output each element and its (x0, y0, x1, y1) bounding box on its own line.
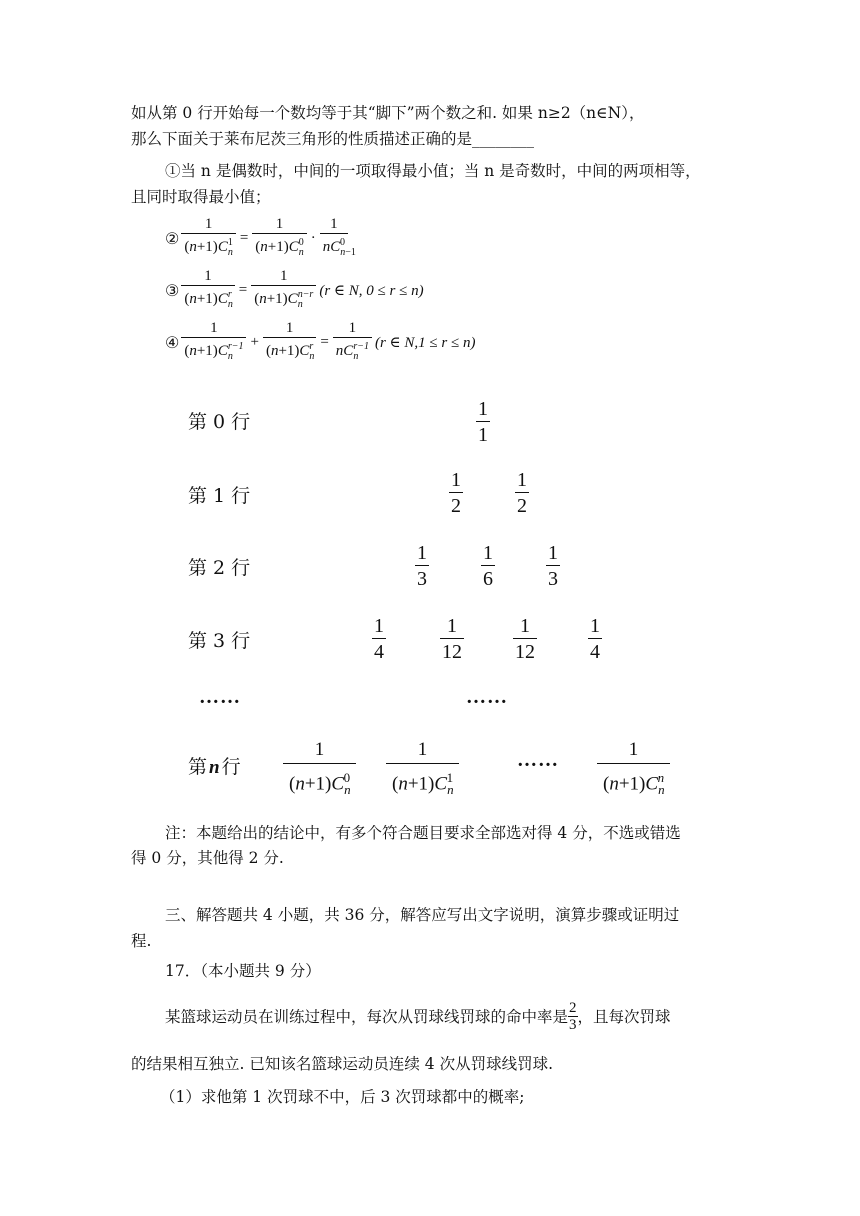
hit-rate-fraction: $\frac{2}{3}$ (569, 1000, 577, 1033)
option-4-label: ④ (165, 334, 180, 352)
option-2-label: ② (165, 230, 180, 248)
triangle-cell: $\frac{1}{6}$ (483, 542, 493, 590)
problem-17-header: 17．（本小题共 9 分） (165, 962, 321, 980)
formula-fraction: $\frac{1}{(n+1)C_n^0}$ (252, 216, 306, 261)
triangle-cell: $\frac{1}{2}$ (517, 469, 527, 517)
option-4-formula: ④ $\frac{1}{(n+1)C_n^{r-1}}$ + $\frac{1}{(n+1)C_n^r}$ = $\frac{1}{nC_n^{r-1}}$ (r ∈ N,1 ≤ r ≤ n) (165, 320, 475, 365)
formula-fraction: $\frac{1}{(n+1)C_n^r}$ (263, 320, 316, 365)
problem-17-question-1: （1）求他第 1 次罚球不中，后 3 次罚球都中的概率; (160, 1088, 525, 1106)
triangle-cell: $\frac{1}{2}$ (451, 469, 461, 517)
option-3-formula: ③ $\frac{1}{(n+1)C_n^r}$ = $\frac{1}{(n+1)C_n^{n-r}}$ (r ∈ N, 0 ≤ r ≤ n) (165, 268, 424, 313)
row-label-2: 第 2 行 (188, 557, 251, 579)
triangle-cell: $\frac{1}{1}$ (478, 398, 488, 446)
triangle-cell: $\frac{1}{4}$ (374, 615, 384, 663)
problem-17-text: 某篮球运动员在训练过程中，每次从罚球线罚球的命中率是 (165, 1007, 569, 1026)
formula-fraction: $\frac{1}{(n+1)C_n^1}$ (181, 216, 235, 261)
note-line-2: 得 0 分，其他得 2 分. (131, 849, 284, 867)
row-n-cell-n: 1 $(n+1)C_n^n$ (597, 737, 670, 804)
row-label-3: 第 3 行 (188, 630, 251, 652)
triangle-cell: $\frac{1}{12}$ (442, 615, 462, 663)
row-label-0: 第 0 行 (188, 411, 251, 433)
triangle-cell: $\frac{1}{3}$ (417, 542, 427, 590)
section-3-line-2: 程. (131, 932, 152, 950)
row-n-cell-1: $\frac{1}{(n+1)C_n^1}$ (386, 737, 459, 804)
option-1-line-1: ①当 n 是偶数时，中间的一项取得最小值；当 n 是奇数时，中间的两项相等， (165, 162, 701, 180)
formula-fraction: $\frac{1}{nC_n^{r-1}}$ (333, 320, 372, 365)
ellipsis-left: …… (199, 686, 241, 708)
problem-17-line-1 (165, 1000, 671, 1033)
row-label-n: 第 n 行 (188, 756, 241, 778)
option-3-condition: (r ∈ N, 0 ≤ r ≤ n) (319, 283, 424, 299)
option-1-line-2: 且同时取得最小值； (131, 188, 271, 206)
ellipsis-row-n: …… (517, 749, 559, 771)
row-label-1: 第 1 行 (188, 485, 251, 507)
triangle-cell: $\frac{1}{3}$ (548, 542, 558, 590)
formula-fraction: $\frac{1}{(n+1)C_n^r}$ (181, 268, 234, 313)
triangle-cell: $\frac{1}{12}$ (515, 615, 535, 663)
intro-line-1: 如从第 0 行开始每一个数均等于其“脚下”两个数之和. 如果 n≥2（n∈N）， (131, 104, 645, 122)
formula-fraction: $\frac{1}{(n+1)C_n^{r-1}}$ (181, 320, 246, 365)
formula-fraction: $\frac{1}{nC_{n-1}^0}$ (320, 216, 348, 261)
section-3-line-1: 三、解答题共 4 小题，共 36 分，解答应写出文字说明，演算步骤或证明过 (165, 906, 680, 924)
intro-line-2: 那么下面关于莱布尼茨三角形的性质描述正确的是________ (131, 130, 535, 148)
option-2-formula: ② $\frac{1}{(n+1)C_n^1}$ = $\frac{1}{(n+1)C_n^0}$ · $\frac{1}{nC_{n-1}^0}$ (165, 216, 348, 261)
row-n-cell-0: $\frac{1}{(n+1)C_n^0}$ (283, 737, 356, 804)
problem-17-line-2: 的结果相互独立. 已知该名篮球运动员连续 4 次从罚球线罚球. (131, 1055, 553, 1073)
ellipsis-center: …… (466, 686, 508, 708)
option-4-condition: (r ∈ N,1 ≤ r ≤ n) (374, 335, 476, 351)
problem-17-text: ，且每次罚球 (577, 1007, 671, 1026)
triangle-cell: $\frac{1}{4}$ (590, 615, 600, 663)
note-line-1: 注：本题给出的结论中，有多个符合题目要求全部选对得 4 分，不选或错选 (165, 824, 681, 842)
option-3-label: ③ (165, 282, 180, 300)
formula-fraction: $\frac{1}{(n+1)C_n^{n-r}}$ (251, 268, 316, 313)
